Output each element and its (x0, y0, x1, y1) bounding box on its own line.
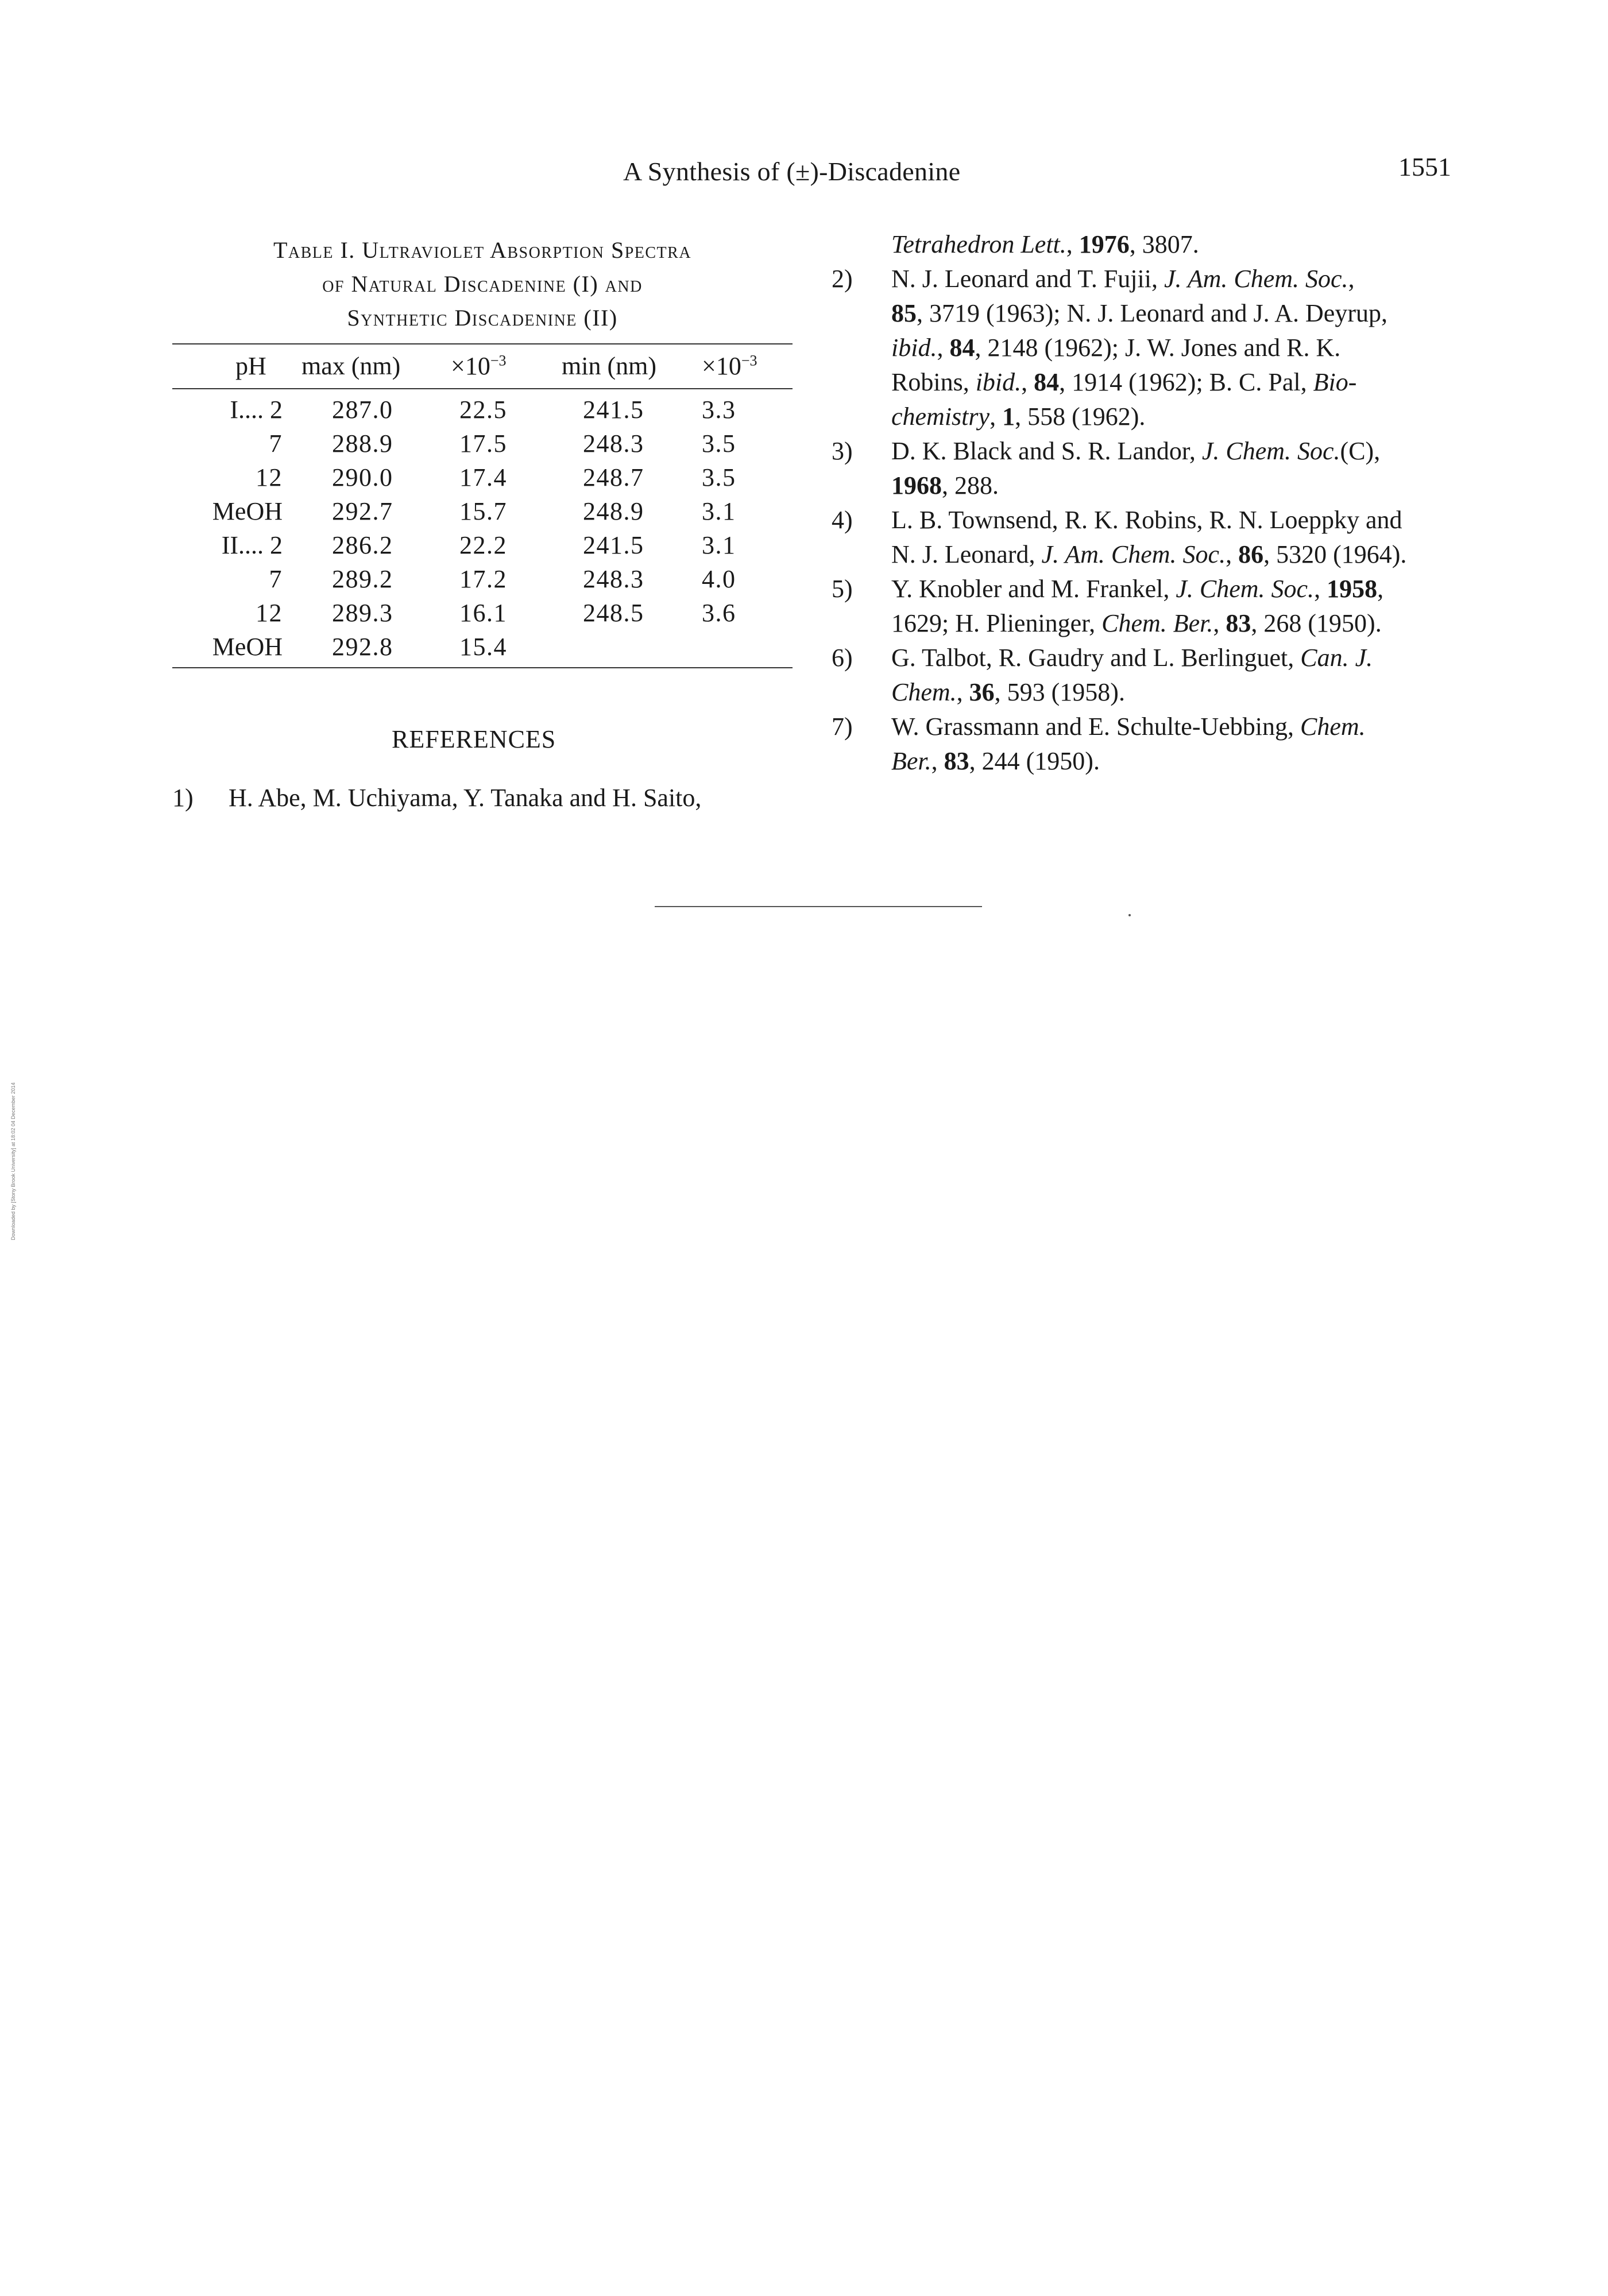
table-cell-min: 241.5 (583, 531, 644, 559)
table-cell-min: 248.3 (583, 565, 644, 593)
journal-name: J. Chem. Soc. (1201, 437, 1340, 465)
reference-text: W. Grassmann and E. Schulte-Uebbing, (891, 713, 1301, 741)
header-ph: pH (235, 352, 266, 380)
reference-text: , (1066, 230, 1079, 258)
table-caption (167, 233, 798, 335)
volume-year: 1958 (1327, 575, 1378, 603)
reference-text: , 558 (1962). (1015, 402, 1146, 431)
reference-text: , (1213, 609, 1226, 637)
stray-dot (1128, 914, 1131, 916)
reference-text: (C), (1340, 437, 1381, 465)
table-cell-max: 287.0 (332, 396, 393, 424)
header-eps-2: $\times 10^{-3}$ (702, 352, 757, 380)
table-cell-ph: 12 (256, 599, 283, 627)
reference-text: , (1314, 575, 1327, 603)
table-cell-min: 248.7 (583, 463, 644, 491)
table-cell-min: 248.3 (583, 429, 644, 458)
reference-number: 5) (832, 575, 853, 603)
table-cell-ph: MeOH (212, 633, 283, 661)
journal-name: J. Am. Chem. Soc. (1164, 265, 1348, 293)
journal-name: Chem. Ber. (1101, 609, 1213, 637)
table-cell-ph: 7 (269, 429, 283, 458)
table-cell-max: 288.9 (332, 429, 393, 458)
download-watermark: Downloaded by [Stony Brook University] at 18:02 04 December 2014 (10, 1082, 16, 1240)
table-caption-line: of Natural Discadenine (I) and (322, 271, 643, 297)
reference-text: , (956, 678, 969, 706)
journal-name: ibid. (975, 368, 1022, 396)
reference-text: H. Abe, M. Uchiyama, Y. Tanaka and H. Saito, (229, 784, 702, 812)
table-cell-max: 289.3 (332, 599, 393, 627)
table-cell-eps1: 15.4 (459, 633, 507, 661)
table-cell-ph: II.... 2 (221, 531, 283, 559)
table-cell-max: 290.0 (332, 463, 393, 491)
table-cell-max: 292.8 (332, 633, 393, 661)
table-top-rule (172, 343, 793, 344)
journal-name: Tetrahedron Lett. (891, 230, 1066, 258)
table-cell-eps2: 3.5 (702, 463, 736, 491)
table-cell-eps2: 3.1 (702, 497, 736, 525)
journal-name: J. Am. Chem. Soc. (1041, 540, 1226, 568)
reference-text: 1629; H. Plieninger, (891, 609, 1102, 637)
table-cell-eps2: 3.3 (702, 396, 736, 424)
reference-line (891, 436, 1380, 466)
reference-text: , 593 (1958). (994, 678, 1125, 706)
reference-line (229, 783, 701, 812)
table-cell-eps1: 17.2 (459, 565, 507, 593)
reference-text: , 5320 (1964). (1263, 540, 1407, 568)
reference-text: , (1021, 368, 1034, 396)
table-cell-min: 241.5 (583, 396, 644, 424)
journal-name: J. Chem. Soc. (1176, 575, 1315, 603)
reference-text: , 2148 (1962); J. W. Jones and R. K. (975, 334, 1341, 362)
volume-year: 84 (949, 334, 975, 362)
journal-name: Ber. (891, 747, 931, 775)
reference-text: N. J. Leonard and T. Fujii, (891, 265, 1164, 293)
volume-year: 83 (944, 747, 969, 775)
volume-year: 36 (969, 678, 995, 706)
table-cell-max: 289.2 (332, 565, 393, 593)
reference-line (891, 746, 1100, 776)
reference-text: Robins, (891, 368, 976, 396)
reference-line (891, 402, 1145, 431)
reference-line (891, 643, 1373, 672)
reference-number: 1) (172, 784, 194, 812)
journal-name: Chem. (891, 678, 957, 706)
reference-text: , (931, 747, 944, 775)
end-rule (655, 906, 982, 907)
volume-year: 84 (1034, 368, 1060, 396)
header-eps-1: $\times 10^{-3}$ (451, 352, 507, 380)
table-cell-min: 248.5 (583, 599, 644, 627)
reference-number: 3) (832, 437, 853, 465)
page-number: 1551 (1398, 152, 1451, 181)
reference-text: N. J. Leonard, (891, 540, 1042, 568)
reference-line (891, 540, 1406, 569)
reference-line (891, 677, 1125, 707)
reference-line (891, 471, 999, 500)
journal-name: Bio- (1313, 368, 1357, 396)
reference-number: 4) (832, 506, 853, 534)
table-cell-eps1: 22.2 (459, 531, 507, 559)
reference-text: , (1226, 540, 1239, 568)
volume-year: 1968 (891, 471, 942, 500)
reference-line (891, 299, 1387, 328)
reference-text: D. K. Black and S. R. Landor, (891, 437, 1202, 465)
volume-year: 1 (1002, 402, 1015, 431)
table-bottom-rule (172, 667, 793, 668)
reference-text: , 1914 (1962); B. C. Pal, (1059, 368, 1313, 396)
table-row (0, 463, 1608, 497)
table-row (0, 395, 1608, 429)
volume-year: 85 (891, 299, 917, 327)
table-cell-max: 292.7 (332, 497, 393, 525)
journal-name: Chem. (1300, 713, 1366, 741)
reference-text: , 3719 (1963); N. J. Leonard and J. A. Deyrup, (917, 299, 1387, 327)
journal-name: Can. J. (1300, 644, 1373, 672)
reference-line (891, 574, 1383, 603)
reference-number: 2) (832, 265, 853, 293)
reference-line (891, 230, 1199, 259)
reference-text: , (989, 402, 1003, 431)
table-cell-eps2: 4.0 (702, 565, 736, 593)
reference-number: 6) (832, 644, 853, 672)
header-min: min (nm) (562, 352, 656, 380)
table-cell-min: 248.9 (583, 497, 644, 525)
table-cell-ph: 12 (256, 463, 283, 491)
table-caption-line: Table I. Ultraviolet Absorption Spectra (273, 237, 692, 263)
table-cell-ph: 7 (269, 565, 283, 593)
reference-line (891, 333, 1340, 362)
reference-line (891, 367, 1356, 397)
table-cell-eps1: 17.5 (459, 429, 507, 458)
journal-name: chemistry (891, 402, 990, 431)
reference-text: G. Talbot, R. Gaudry and L. Berlinguet, (891, 644, 1301, 672)
reference-text: , (937, 334, 950, 362)
journal-name: ibid. (891, 334, 937, 362)
table-cell-ph: MeOH (212, 497, 283, 525)
volume-year: 83 (1226, 609, 1251, 637)
table-cell-eps1: 16.1 (459, 599, 507, 627)
table-cell-eps1: 22.5 (459, 396, 507, 424)
header-max: max (nm) (302, 352, 401, 380)
reference-text: Y. Knobler and M. Frankel, (891, 575, 1176, 603)
reference-text: , 3807. (1129, 230, 1199, 258)
reference-text: , (1377, 575, 1384, 603)
table-cell-eps1: 15.7 (459, 497, 507, 525)
reference-text: , 268 (1950). (1251, 609, 1382, 637)
table-header-rule (172, 388, 793, 389)
running-title: A Synthesis of (±)-Discadenine (623, 157, 961, 186)
reference-text: , 288. (942, 471, 999, 500)
table-cell-eps1: 17.4 (459, 463, 507, 491)
volume-year: 86 (1238, 540, 1264, 568)
references-heading: REFERENCES (392, 725, 556, 753)
table-cell-max: 286.2 (332, 531, 393, 559)
volume-year: 1976 (1079, 230, 1130, 258)
reference-text: , (1348, 265, 1355, 293)
reference-line (891, 609, 1382, 638)
reference-line (891, 264, 1355, 293)
table-caption-line: Synthetic Discadenine (II) (347, 305, 618, 331)
reference-text: , 244 (1950). (969, 747, 1100, 775)
reference-number: 7) (832, 713, 853, 741)
reference-line (891, 712, 1366, 741)
table-cell-eps2: 3.5 (702, 429, 736, 458)
table-cell-eps2: 3.6 (702, 599, 736, 627)
table-cell-eps2: 3.1 (702, 531, 736, 559)
table-cell-ph: I.... 2 (230, 396, 283, 424)
reference-text: L. B. Townsend, R. K. Robins, R. N. Loeppky and (891, 506, 1402, 534)
reference-line (891, 505, 1402, 535)
